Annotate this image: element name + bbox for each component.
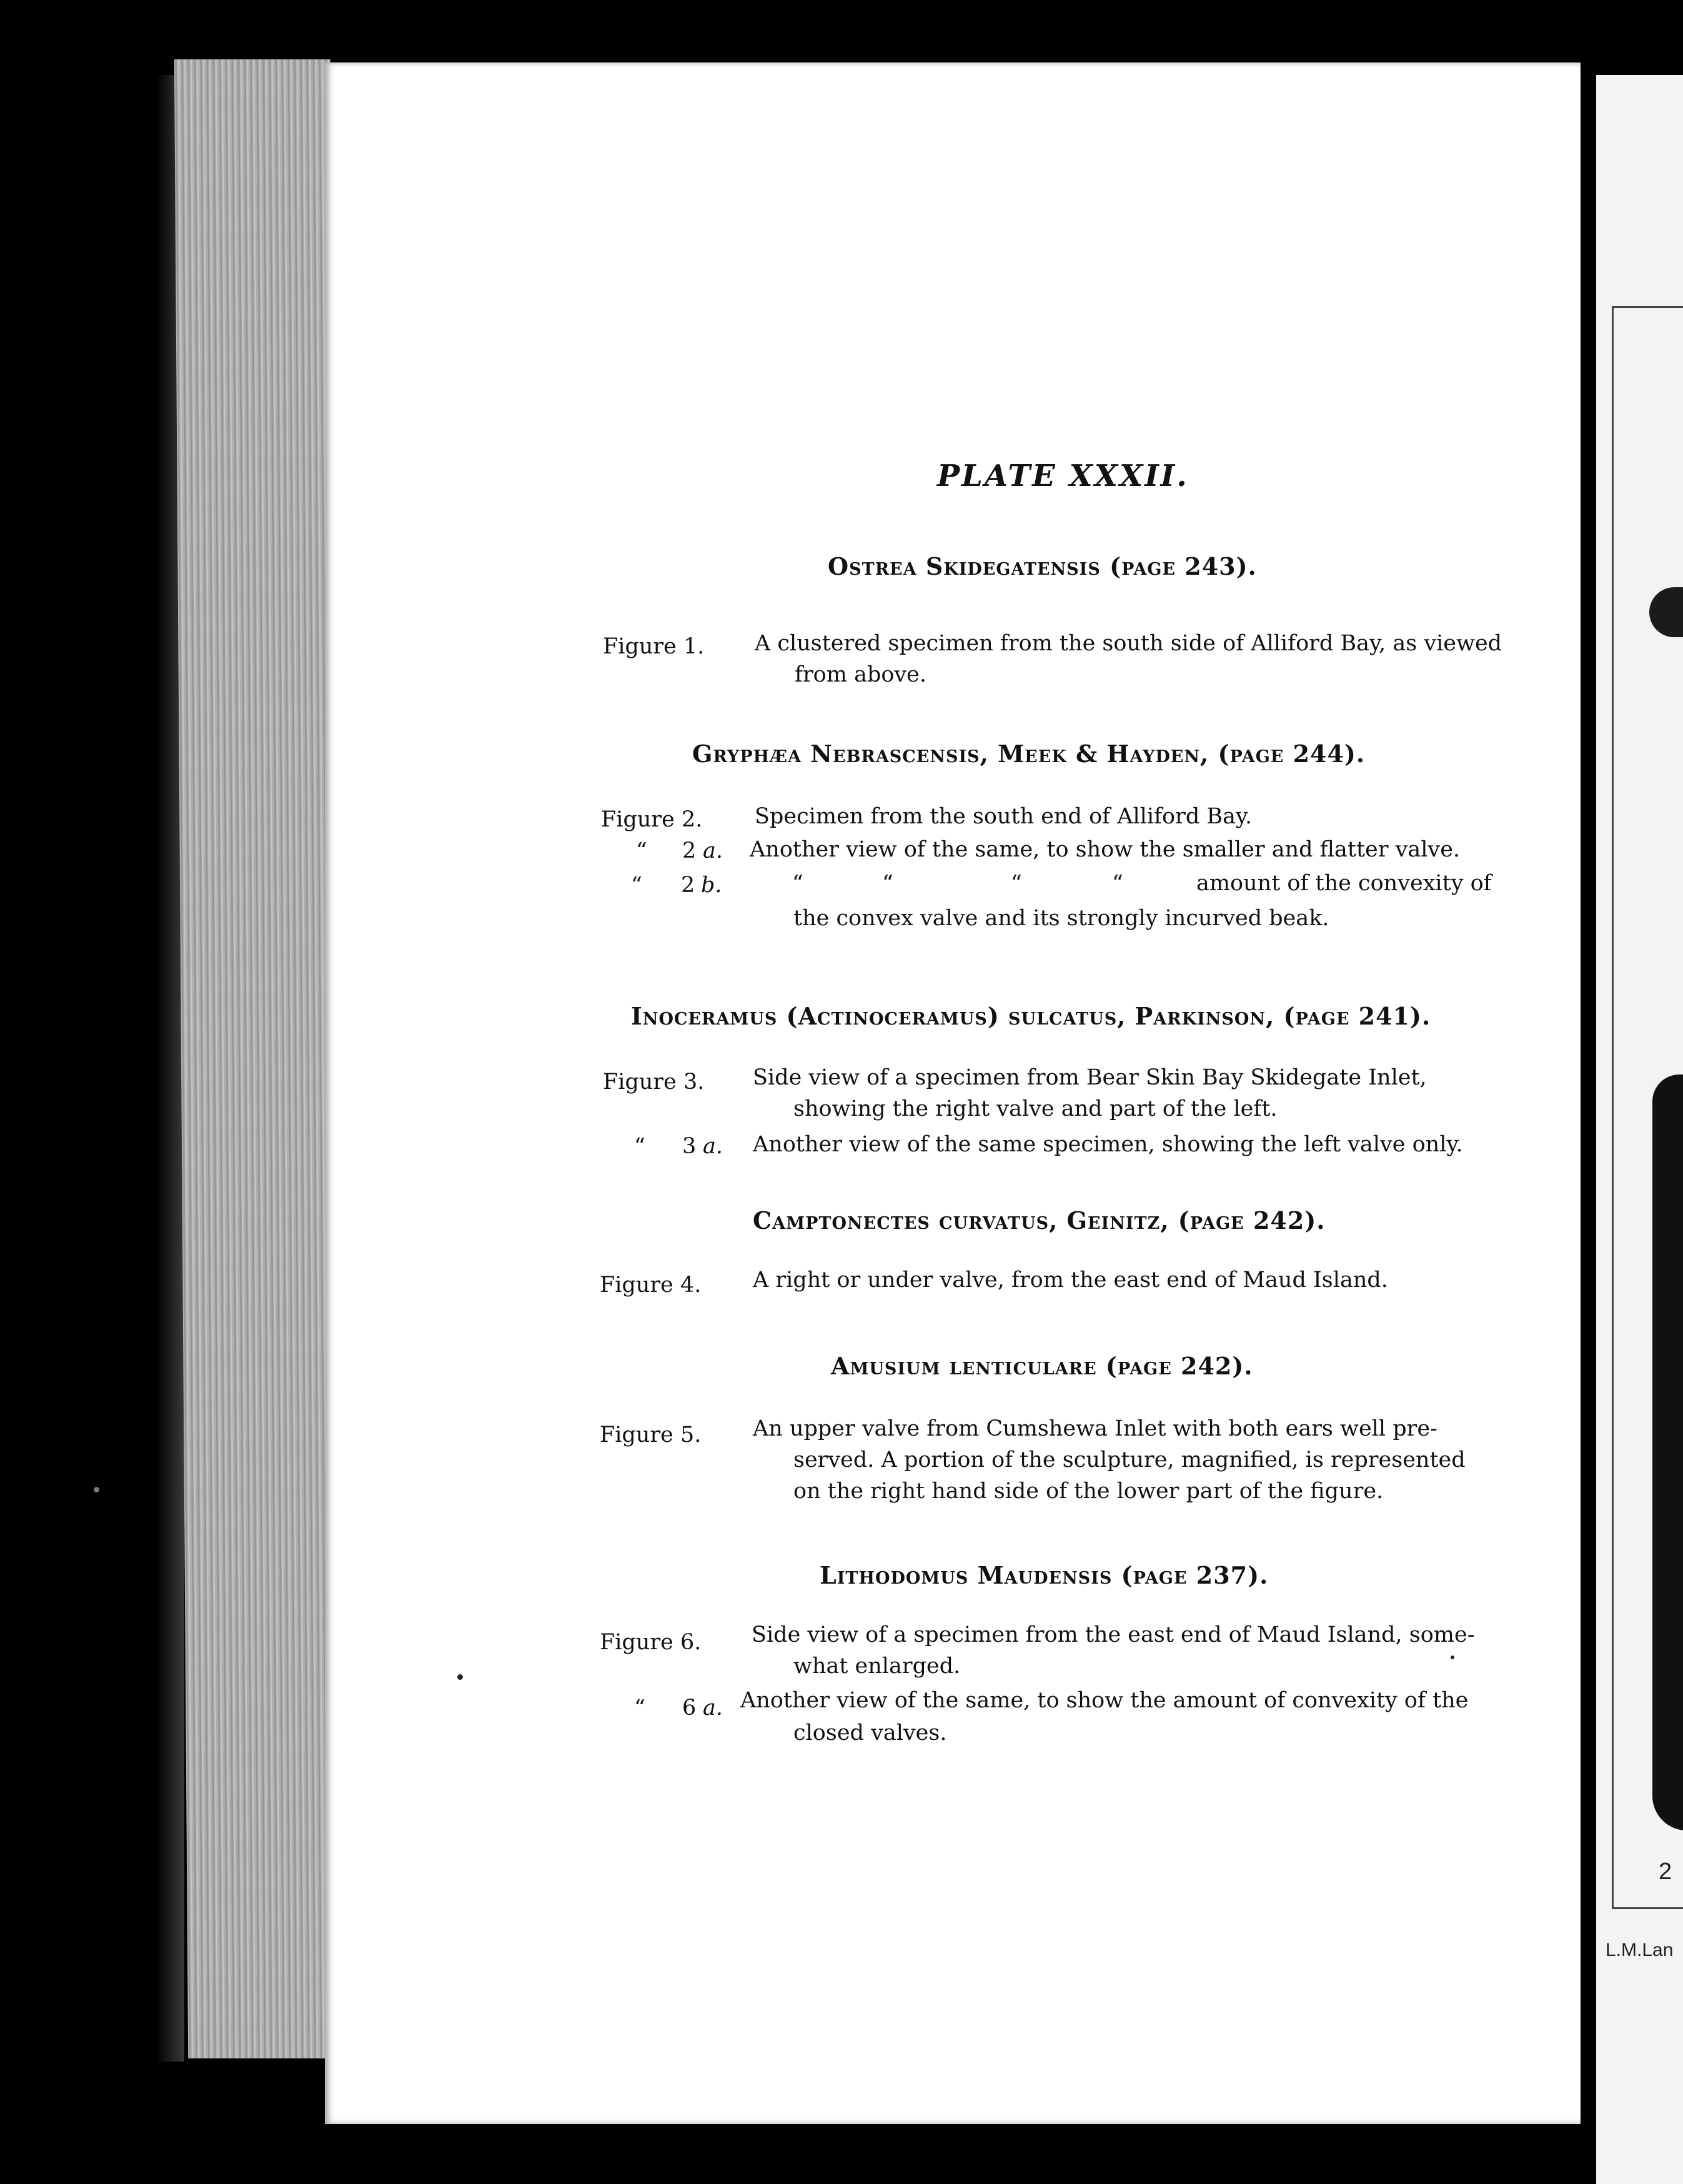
- figure-2-line-1: Specimen from the south end of Alliford Bay.: [755, 804, 1253, 829]
- figure-2b-ditto: “: [631, 873, 642, 898]
- page: [325, 62, 1581, 2124]
- section-heading-amusium: Amusium lenticulare (page 242).: [831, 1352, 1253, 1380]
- adjacent-plate-figure-number: 2: [1659, 1859, 1672, 1885]
- section-heading-inoceramus: Inoceramus (Actinoceramus) sulcatus, Parkinson, (page 241).: [631, 1002, 1431, 1030]
- figure-3a-letter: a.: [703, 1134, 723, 1159]
- figure-6a-letter: a.: [703, 1695, 723, 1720]
- figure-3a-ditto: “: [634, 1134, 645, 1159]
- figure-label-6: Figure 6.: [600, 1630, 702, 1655]
- figure-3-line-2: showing the right valve and part of the left.: [793, 1096, 1278, 1121]
- figure-label-1: Figure 1.: [603, 634, 705, 659]
- figure-2b-ditto-mark-1: “: [792, 871, 803, 896]
- figure-2a-letter: a.: [703, 838, 723, 863]
- figure-label-2: Figure 2.: [601, 807, 703, 832]
- figure-1-line-1: A clustered specimen from the south side of Alliford Bay, as viewed: [755, 631, 1502, 656]
- plate-title: PLATE XXXII.: [937, 459, 1189, 494]
- figure-2b-line-1: amount of the convexity of: [1196, 871, 1492, 896]
- section-heading-lithodomus: Lithodomus Maudensis (page 237).: [820, 1561, 1269, 1589]
- section-heading-camptonectes: Camptonectes curvatus, Geinitz, (page 242).: [753, 1206, 1326, 1234]
- scan-speck: [94, 1487, 99, 1492]
- figure-label-3: Figure 3.: [603, 1070, 705, 1094]
- figure-1-line-2: from above.: [795, 662, 927, 687]
- figure-2b-letter: b.: [701, 873, 722, 898]
- figure-6-line-1: Side view of a specimen from the east end of Maud Island, some-: [752, 1622, 1475, 1647]
- figure-6-line-2: what enlarged.: [793, 1654, 961, 1679]
- figure-2b-line-2: the convex valve and its strongly incurved beak.: [793, 906, 1329, 931]
- figure-6a-line-1: Another view of the same, to show the amount of convexity of the: [740, 1688, 1469, 1713]
- scan-speck: [457, 1674, 463, 1680]
- figure-3a-line-1: Another view of the same specimen, showing the left valve only.: [753, 1132, 1463, 1157]
- section-heading-gryphaea: Gryphæa Nebrascensis, Meek & Hayden, (page 244).: [692, 740, 1366, 768]
- figure-2b-ditto-mark-3: “: [1011, 871, 1022, 896]
- figure-4-line-1: A right or under valve, from the east end of Maud Island.: [753, 1268, 1388, 1293]
- figure-2a-ditto: “: [636, 838, 647, 863]
- section-heading-ostrea: Ostrea Skidegatensis (page 243).: [828, 552, 1257, 580]
- figure-6a-line-2: closed valves.: [793, 1720, 947, 1745]
- figure-6a-number: 6: [682, 1695, 697, 1720]
- figure-5-line-3: on the right hand side of the lower part of the figure.: [793, 1479, 1384, 1504]
- figure-2a-number: 2: [682, 838, 697, 863]
- scan-speck: [1451, 1655, 1454, 1659]
- figure-label-4: Figure 4.: [600, 1273, 702, 1298]
- adjacent-fossil-illustration: [1652, 1075, 1683, 1830]
- figure-3a-number: 3: [682, 1134, 697, 1159]
- figure-label-5: Figure 5.: [600, 1422, 702, 1447]
- figure-2b-ditto-mark-2: “: [882, 871, 893, 896]
- adjacent-plate-artist-credit: L.M.Lan: [1606, 1940, 1674, 1960]
- figure-2b-number: 2: [681, 873, 695, 898]
- book-page-edges: [174, 59, 344, 2058]
- figure-3-line-1: Side view of a specimen from Bear Skin Bay Skidegate Inlet,: [753, 1065, 1427, 1090]
- figure-2b-ditto-mark-4: “: [1112, 871, 1123, 896]
- figure-2a-line-1: Another view of the same, to show the smaller and flatter valve.: [750, 837, 1461, 862]
- figure-5-line-1: An upper valve from Cumshewa Inlet with both ears well pre-: [753, 1416, 1437, 1441]
- figure-6a-ditto: “: [634, 1695, 645, 1720]
- figure-5-line-2: served. A portion of the sculpture, magnified, is represented: [793, 1447, 1466, 1472]
